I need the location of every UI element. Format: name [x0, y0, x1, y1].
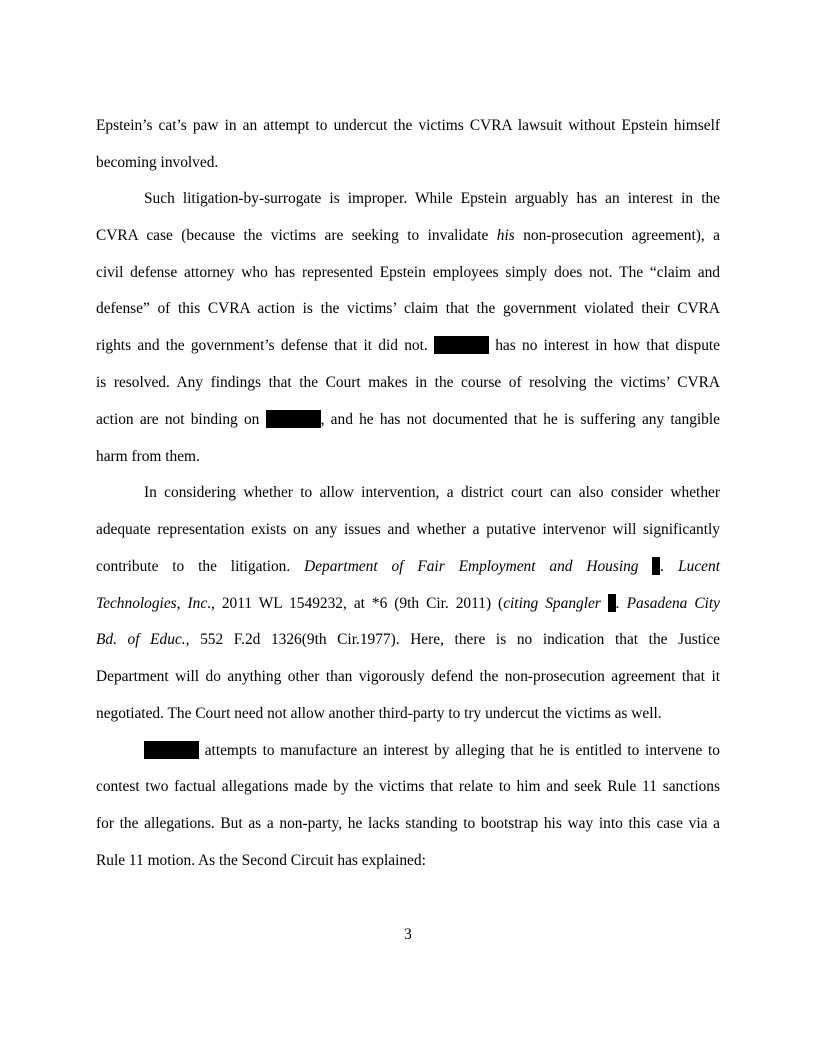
case-name: Bd. of Educ., — [96, 631, 190, 648]
paragraph-line: becoming involved. — [96, 154, 219, 171]
redaction-box — [266, 410, 321, 428]
redaction-box — [434, 336, 489, 354]
redaction-box — [144, 741, 199, 759]
text-span: rights and the government’s defense that it did not. — [96, 337, 434, 354]
paragraph-line: negotiated. The Court need not allow another third-party to try undercut the victims as well. — [96, 705, 662, 722]
case-name: Department of Fair Employment and Housing — [304, 558, 639, 575]
paragraph-line — [96, 410, 720, 430]
paragraph-line: Such litigation-by-surrogate is improper. While Epstein arguably has an interest in the — [144, 190, 720, 207]
paragraph-line: adequate representation exists on any issues and whether a putative intervenor will significantly — [96, 521, 720, 538]
paragraph-line: Rule 11 motion. As the Second Circuit has explained: — [96, 852, 426, 869]
text-span: non-prosecution agreement), a — [514, 227, 720, 244]
page-number: 3 — [404, 926, 412, 943]
paragraph-line — [96, 630, 720, 650]
text-span: action are not binding on — [96, 411, 266, 428]
paragraph-line: civil defense attorney who has represented Epstein employees simply does not. The “claim and — [96, 264, 720, 281]
paragraph-line: Department will do anything other than vigorously defend the non-prosecution agreement that it — [96, 668, 720, 685]
case-name: Technologies, Inc — [96, 595, 208, 612]
paragraph-line — [96, 336, 720, 356]
text-span: has no interest in how that dispute — [488, 337, 721, 354]
emphasis-text: his — [496, 227, 515, 244]
paragraph-line: In considering whether to allow intervention, a district court can also consider whether — [144, 484, 720, 501]
paragraph-line: contest two factual allegations made by the victims that relate to him and seek Rule 11 sanctions — [96, 778, 720, 795]
paragraph-line — [96, 557, 720, 577]
text-span: CVRA case (because the victims are seeking to invalidate — [96, 227, 497, 244]
paragraph-line: defense” of this CVRA action is the victims’ claim that the government violated their CVRA — [96, 300, 720, 317]
case-name: . Pasadena City — [615, 595, 720, 612]
paragraph-line — [96, 226, 720, 246]
text-span: 552 F.2d 1326(9th Cir.1977). Here, there is no indication that the Justice — [189, 631, 720, 648]
paragraph-line: for the allegations. But as a non-party, he lacks standing to bootstrap his way into this case via a — [96, 815, 720, 832]
paragraph-line: harm from them. — [96, 448, 200, 465]
paragraph-line: Epstein’s cat’s paw in an attempt to undercut the victims CVRA lawsuit without Epstein himself — [96, 117, 720, 134]
text-span: attempts to manufacture an interest by alleging that he is entitled to intervene to — [199, 742, 720, 759]
paragraph-line: is resolved. Any findings that the Court makes in the course of resolving the victims’ CVRA — [96, 374, 720, 391]
redaction-box — [608, 594, 616, 612]
text-span: contribute to the litigation. — [96, 558, 305, 575]
case-name: . Lucent — [660, 558, 720, 575]
paragraph-line — [96, 594, 720, 614]
text-span: , and he has not documented that he is suffering any tangible — [320, 411, 720, 428]
paragraph-line — [144, 741, 720, 761]
text-span: ., 2011 WL 1549232, at *6 (9th Cir. 2011) ( — [207, 595, 504, 612]
case-name: citing Spangler — [503, 595, 601, 612]
